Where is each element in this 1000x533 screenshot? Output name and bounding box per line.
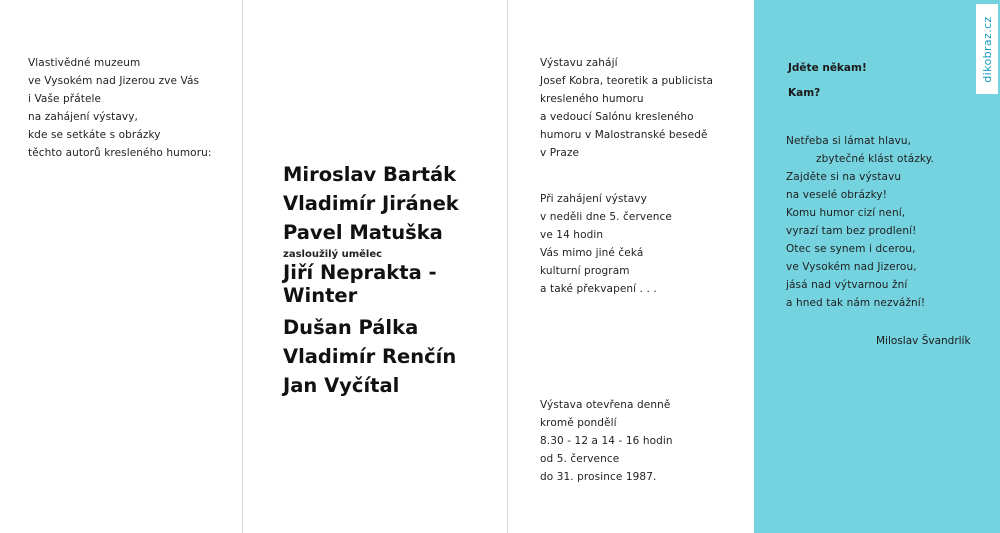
opening-hours-text [540, 396, 673, 486]
opener-line: a vedoucí Salónu kresleného [540, 111, 694, 123]
invitation-line: těchto autorů kresleného humoru: [28, 147, 212, 159]
opening-line: Vás mimo jiné čeká [540, 247, 644, 259]
poem-line: na veselé obrázky! [786, 189, 888, 201]
hours-line: Výstava otevřena denně [540, 399, 671, 411]
artist-list [283, 160, 459, 400]
watermark [976, 4, 998, 94]
artist-name: Vladimír Renčín [283, 345, 457, 368]
poem-heading: Jděte někam! [788, 62, 867, 74]
invitation-text [28, 54, 212, 162]
honor-title: zasloužilý umělec [283, 249, 383, 260]
poem-line: zbytečné klást otázky. [816, 153, 934, 165]
poem-line: Otec se synem i dcerou, [786, 243, 916, 255]
invitation-line: Vlastivědné muzeum [28, 57, 141, 69]
invitation-line: na zahájení výstavy, [28, 111, 138, 123]
opener-line: Josef Kobra, teoretik a publicista [540, 75, 714, 87]
panel-artists [243, 0, 508, 533]
watermark-text: dikobraz.cz [980, 15, 994, 83]
hours-line: 8.30 - 12 a 14 - 16 hodin [540, 435, 673, 447]
hours-line: do 31. prosince 1987. [540, 471, 657, 483]
invitation-line: ve Vysokém nad Jizerou zve Vás [28, 75, 200, 87]
opening-line: Při zahájení výstavy [540, 193, 647, 205]
opener-text [540, 54, 713, 162]
artist-name: Winter [283, 284, 358, 307]
invitation-line: kde se setkáte s obrázky [28, 129, 161, 141]
poem-subheading: Kam? [788, 87, 821, 99]
opener-line: Výstavu zahájí [540, 57, 618, 69]
poem-line: jásá nad výtvarnou žní [786, 279, 908, 291]
poem-author: Miloslav Švandrlík [876, 335, 971, 347]
poem-line: vyrazí tam bez prodlení! [786, 225, 917, 237]
opening-line: kulturní program [540, 265, 630, 277]
panel-program [508, 0, 754, 533]
artist-name: Vladimír Jiránek [283, 192, 459, 215]
fold-line [507, 0, 508, 533]
opener-line: kresleného humoru [540, 93, 644, 105]
poem-line: a hned tak nám nezvážní! [786, 297, 926, 309]
hours-line: od 5. července [540, 453, 620, 465]
invitation-line: i Vaše přátele [28, 93, 102, 105]
panel-poem [754, 0, 1000, 533]
artist-name: Miroslav Barták [283, 163, 457, 186]
fold-line [242, 0, 243, 533]
opening-line: a také překvapení . . . [540, 283, 657, 295]
poem-line: Netřeba si lámat hlavu, [786, 135, 912, 147]
poem-line: Zajděte si na výstavu [786, 171, 902, 183]
artist-name: Dušan Pálka [283, 316, 419, 339]
opening-line: ve 14 hodin [540, 229, 604, 241]
poem-line: Komu humor cizí není, [786, 207, 906, 219]
opener-line: v Praze [540, 147, 580, 159]
poem-line: ve Vysokém nad Jizerou, [786, 261, 917, 273]
hours-line: kromě pondělí [540, 417, 617, 429]
artist-name: Jan Vyčítal [283, 374, 400, 397]
panel-invitation [0, 0, 243, 533]
poem-text [786, 132, 934, 312]
opener-line: humoru v Malostranské besedě [540, 129, 708, 141]
opening-line: v neděli dne 5. července [540, 211, 672, 223]
artist-name: Pavel Matuška [283, 221, 443, 244]
artist-name: Jiří Neprakta - [283, 261, 437, 284]
opening-text [540, 190, 672, 298]
